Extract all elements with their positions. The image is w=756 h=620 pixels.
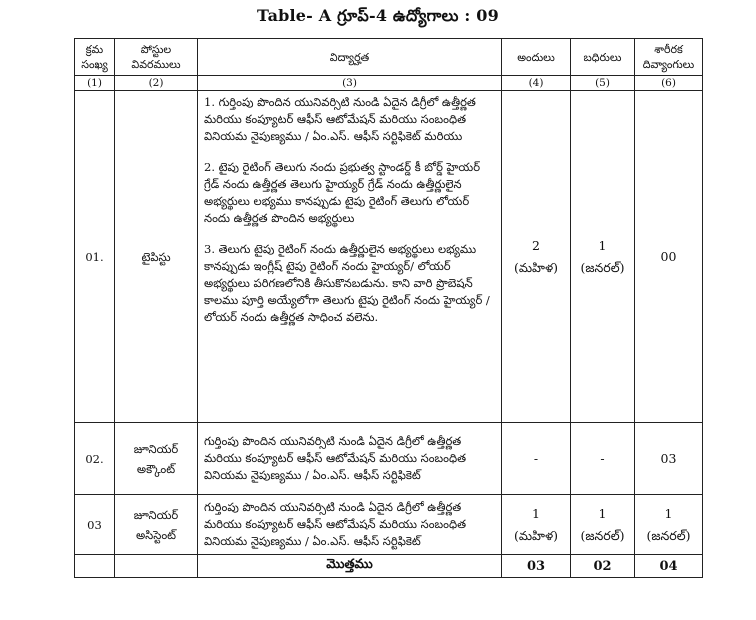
- col-number: (5): [571, 76, 635, 91]
- serial-number: 02.: [75, 423, 115, 495]
- post-name: జూనియర్ అసిస్టెంట్: [115, 495, 198, 555]
- serial-number: 03: [75, 495, 115, 555]
- value: 1: [598, 237, 607, 253]
- header-qualification: విద్యార్హత: [198, 39, 502, 76]
- header-vacancies: బధిరులు: [571, 39, 635, 76]
- table-row: [75, 91, 703, 423]
- qualification-item: 1. గుర్తింపు పొందిన యునివర్సిటి నుండి ఏదైన డిగ్రీలో ఉత్తీర్ణత మరియు కంప్యూటర్ ఆఫీస్ ఆటోమేషన్ మరియు సంబంధిత వినియమ నైపుణ్యము / ఏం.ఎస్. ఆఫీస్ సర్టిఫికెట్ మరియు: [204, 95, 476, 143]
- empty-cell: [115, 555, 198, 578]
- value-note: (జనరల్): [580, 527, 625, 543]
- qualification-item: గుర్తింపు పొందిన యునివర్సిటి నుండి ఏదైన డిగ్రీలో ఉత్తీర్ణత మరియు కంప్యూటర్ ఆఫీస్ ఆటోమేషన్ మరియు సంబంధిత వినియమ నైపుణ్యము / ఏం.ఎస్. ఆఫీస్ సర్టిఫికెట్: [204, 500, 467, 548]
- sanctioned-cell: [502, 91, 571, 423]
- qualification-item: గుర్తింపు పొందిన యునివర్సిటి నుండి ఏదైన డిగ్రీలో ఉత్తీర్ణత మరియు కంప్యూటర్ ఆఫీస్ ఆటోమేషన్ మరియు సంబంధిత వినియమ నైపుణ్యము / ఏం.ఎస్. ఆఫీస్ సర్టిఫికెట్: [204, 434, 467, 482]
- table-title: Table- A గ్రూప్-4 ఉద్యోగాలు : 09: [257, 6, 499, 25]
- total-disabled: 04: [635, 555, 703, 578]
- qualification-cell: [198, 495, 502, 555]
- value: 1: [598, 505, 607, 521]
- col-number: (6): [635, 76, 703, 91]
- recruitment-table: [74, 38, 703, 578]
- value: -: [533, 450, 539, 466]
- disabled-cell: [635, 423, 703, 495]
- value: 1: [664, 505, 673, 521]
- value-note: (జనరల్): [580, 259, 625, 275]
- col-number: (2): [115, 76, 198, 91]
- total-label: మొత్తము: [198, 555, 502, 578]
- header-row: [75, 39, 703, 76]
- empty-cell: [75, 555, 115, 578]
- col-number: (4): [502, 76, 571, 91]
- header-sanctioned: అందులు: [502, 39, 571, 76]
- vacancies-cell: [571, 423, 635, 495]
- qualification-item: 3. తెలుగు టైపు రైటింగ్ నందు ఉత్తీర్ణులైన అభ్యర్థులు లభ్యము కానప్పుడు ఇంగ్లీష్ టైపు రైటింగ్ నందు హైయ్యర్/ లోయర్ అభ్యర్థులు పరిగణలోనికి తీసుకొనబడును. కాని వారి ప్రొబెషన్ కాలము పూర్తి అయ్యేలోగా తెలుగు టైపు రైటింగ్ నందు హైయ్యర్ / లోయర్ నందు ఉత్తీర్ణత సాధించ వలెను.: [204, 242, 490, 324]
- value: 03: [660, 450, 677, 466]
- total-vacancies: 02: [571, 555, 635, 578]
- total-row: [75, 555, 703, 578]
- total-sanctioned: 03: [502, 555, 571, 578]
- qualification-item: 2. టైపు రైటింగ్ తెలుగు నందు ప్రభుత్వ స్టాండర్డ్ కీ బోర్డ్ హైయర్ గ్రేడ్ నందు ఉత్తీర్ణత తెలుగు హైయ్యర్ గ్రేడ్ నందు ఉత్తీర్ణులైన అభ్యర్థులు లభ్యము కానప్పుడు టైపు రైటింగ్ తెలుగు లోయర్ నందు ఉత్తీర్ణత పొందిన అభ్యర్థులు: [204, 160, 481, 225]
- table-row: [75, 423, 703, 495]
- vacancies-cell: [571, 495, 635, 555]
- value-note: (మహిళ): [513, 259, 559, 275]
- disabled-cell: [635, 495, 703, 555]
- value-note: (మహిళ): [513, 527, 559, 543]
- header-serial: క్రమ సంఖ్య: [75, 39, 115, 76]
- qualification-cell: [198, 423, 502, 495]
- post-name: జూనియర్ అక్కౌంట్: [115, 423, 198, 495]
- sanctioned-cell: [502, 423, 571, 495]
- disabled-cell: [635, 91, 703, 423]
- col-number: (3): [198, 76, 502, 91]
- vacancies-cell: [571, 91, 635, 423]
- header-disabled: శారీరక దివ్యాంగులు: [635, 39, 703, 76]
- col-number: (1): [75, 76, 115, 91]
- value: -: [600, 450, 605, 466]
- qualification-cell: [198, 91, 502, 423]
- value: 2: [532, 237, 540, 253]
- numbering-row: [75, 76, 703, 91]
- sanctioned-cell: [502, 495, 571, 555]
- serial-number: 01.: [75, 91, 115, 423]
- value: 00: [660, 248, 677, 264]
- header-posts: పోస్టుల వివరములు: [115, 39, 198, 76]
- post-name: టైపిస్టు: [115, 91, 198, 423]
- value: 1: [532, 505, 540, 521]
- value-note: (జనరల్): [646, 527, 691, 543]
- table-row: [75, 495, 703, 555]
